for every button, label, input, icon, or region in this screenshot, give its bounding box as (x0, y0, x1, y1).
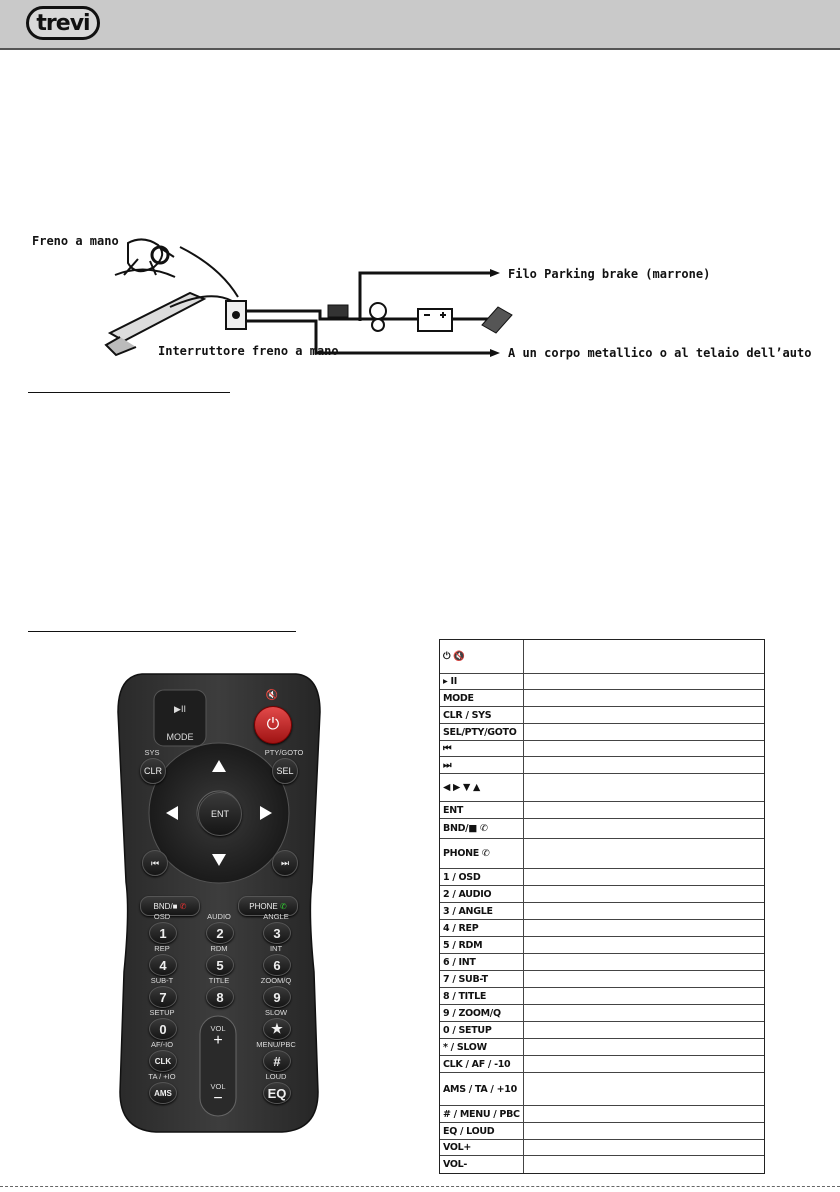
table-value-cell (524, 757, 764, 773)
button-function-table (439, 639, 765, 1174)
switch-label: Interruttore freno a mano (158, 344, 339, 358)
key-6-button[interactable]: 6 (263, 954, 291, 976)
key-3-button[interactable]: 3 (263, 922, 291, 944)
parking-brake-diagram (20, 225, 820, 375)
remote-control (112, 672, 326, 1134)
key-9-button[interactable]: 9 (263, 986, 291, 1008)
key-secondary-label: ZOOM/Q (260, 976, 292, 985)
table-key-cell: MODE (440, 690, 524, 706)
page-bottom-rule (0, 1186, 840, 1187)
table-row (440, 741, 764, 757)
table-key-cell: 2 / AUDIO (440, 886, 524, 902)
table-value-cell (524, 640, 764, 673)
sel-button[interactable]: SEL (272, 758, 298, 784)
table-row (440, 903, 764, 920)
table-key-cell: ENT (440, 802, 524, 818)
key--button[interactable]: ★ (263, 1018, 291, 1040)
call-icon: ✆ (277, 901, 287, 911)
table-value-cell (524, 937, 764, 953)
table-value-cell (524, 1140, 764, 1155)
key-secondary-label: TITLE (208, 976, 230, 985)
table-value-cell (524, 869, 764, 885)
phone-label: PHONE (249, 901, 278, 911)
table-row (440, 937, 764, 954)
table-key-cell: CLR / SYS (440, 707, 524, 723)
table-row (440, 1140, 764, 1156)
key-1-button[interactable]: 1 (149, 922, 177, 944)
key-secondary-label: LOUD (265, 1072, 287, 1081)
key-4-button[interactable]: 4 (149, 954, 177, 976)
table-row (440, 707, 764, 724)
table-value-cell (524, 1106, 764, 1122)
table-key-cell: ⏮ (440, 741, 524, 756)
table-row (440, 640, 764, 674)
table-value-cell (524, 802, 764, 818)
key-5-button[interactable]: 5 (206, 954, 234, 976)
key-eq-button[interactable]: EQ (263, 1082, 291, 1104)
key-secondary-label: REP (154, 944, 170, 953)
table-key-cell: 0 / SETUP (440, 1022, 524, 1038)
key-secondary-label: SUB-T (150, 976, 174, 985)
left-button[interactable] (160, 798, 182, 828)
key-0-button[interactable]: 0 (149, 1018, 177, 1040)
table-key-cell: 1 / OSD (440, 869, 524, 885)
key-2-button[interactable]: 2 (206, 922, 234, 944)
section-rule-1 (28, 392, 230, 393)
table-value-cell (524, 690, 764, 706)
key-secondary-label: RDM (210, 944, 228, 953)
up-button[interactable] (204, 756, 234, 778)
table-row (440, 674, 764, 690)
down-button[interactable] (204, 848, 234, 870)
table-row (440, 869, 764, 886)
table-row (440, 1156, 764, 1173)
play-pause-label: ▶II (174, 704, 186, 714)
table-value-cell (524, 1073, 764, 1105)
key-7-button[interactable]: 7 (149, 986, 177, 1008)
table-key-cell: 9 / ZOOM/Q (440, 1005, 524, 1021)
handbrake-label: Freno a mano (32, 234, 119, 248)
key-ams-button[interactable]: AMS (149, 1082, 177, 1104)
key-secondary-label: INT (269, 944, 283, 953)
key-secondary-label: AUDIO (207, 912, 231, 921)
table-value-cell (524, 903, 764, 919)
table-row (440, 988, 764, 1005)
key-secondary-label: AF/-IO (150, 1040, 174, 1049)
table-row (440, 1022, 764, 1039)
table-row (440, 1039, 764, 1056)
table-value-cell (524, 674, 764, 689)
play-mode-button[interactable] (154, 690, 206, 746)
vol-plus-sign: + (213, 1032, 223, 1049)
table-row (440, 1123, 764, 1140)
next-icon: ⏭ (280, 857, 290, 868)
table-row (440, 690, 764, 707)
key-secondary-label: TA / +IO (148, 1072, 176, 1081)
table-row (440, 1056, 764, 1073)
bnd-label: BND/■ (153, 901, 178, 911)
key-clk-button[interactable]: CLK (149, 1050, 177, 1072)
table-row (440, 757, 764, 774)
vol-down-button[interactable] (200, 1066, 236, 1116)
table-row (440, 819, 764, 839)
key-secondary-label: SLOW (264, 1008, 288, 1017)
table-row (440, 1106, 764, 1123)
key-secondary-label: OSD (153, 912, 171, 921)
table-row (440, 920, 764, 937)
table-row (440, 971, 764, 988)
table-value-cell (524, 819, 764, 838)
prev-icon: ⏮ (150, 857, 160, 868)
table-key-cell: 5 / RDM (440, 937, 524, 953)
vol-up-button[interactable] (200, 1016, 236, 1066)
table-value-cell (524, 839, 764, 868)
table-key-cell: ⏻ 🔇 (440, 640, 524, 673)
table-key-cell: # / MENU / PBC (440, 1106, 524, 1122)
table-key-cell: VOL+ (440, 1140, 524, 1155)
table-row (440, 839, 764, 869)
table-value-cell (524, 886, 764, 902)
table-key-cell: ◀ ▶ ▼ ▲ (440, 774, 524, 801)
table-row (440, 802, 764, 819)
key-secondary-label: SETUP (149, 1008, 175, 1017)
table-value-cell (524, 1039, 764, 1055)
table-row (440, 774, 764, 802)
hangup-icon: ✆ (177, 901, 187, 911)
power-icon: ⏻ (266, 716, 280, 733)
key-secondary-label: MENU/PBC (256, 1040, 296, 1049)
table-key-cell: VOL- (440, 1156, 524, 1173)
table-value-cell (524, 1022, 764, 1038)
power-button[interactable] (254, 706, 292, 744)
table-row (440, 1073, 764, 1106)
table-key-cell: AMS / TA / +10 (440, 1073, 524, 1105)
table-value-cell (524, 1156, 764, 1173)
table-value-cell (524, 971, 764, 987)
mode-label: MODE (166, 732, 194, 742)
table-key-cell: 8 / TITLE (440, 988, 524, 1004)
trevi-logo: trevi (26, 6, 100, 40)
ground-label: A un corpo metallico o al telaio dell’auto (508, 346, 812, 360)
table-row (440, 724, 764, 741)
table-key-cell: * / SLOW (440, 1039, 524, 1055)
wire-label: Filo Parking brake (marrone) (508, 267, 711, 281)
table-value-cell (524, 1005, 764, 1021)
table-value-cell (524, 954, 764, 970)
clr-button[interactable]: CLR (140, 758, 166, 784)
table-value-cell (524, 774, 764, 801)
table-row (440, 954, 764, 971)
section-rule-2 (28, 631, 296, 632)
key-8-button[interactable]: 8 (206, 986, 234, 1008)
table-key-cell: BND/■ ✆ (440, 819, 524, 838)
key--button[interactable]: # (263, 1050, 291, 1072)
table-value-cell (524, 724, 764, 740)
table-row (440, 1005, 764, 1022)
sys-label: SYS (144, 748, 160, 757)
vol-minus-sign: − (213, 1090, 223, 1107)
mute-icon: 🔇 (265, 690, 279, 701)
vol-plus-label: VOL (210, 1024, 226, 1033)
table-value-cell (524, 1123, 764, 1139)
table-value-cell (524, 1056, 764, 1072)
table-key-cell: ⏭ (440, 757, 524, 773)
table-row (440, 886, 764, 903)
vol-minus-label: VOL (210, 1082, 226, 1091)
table-key-cell: ▸ II (440, 674, 524, 689)
table-key-cell: PHONE ✆ (440, 839, 524, 868)
table-value-cell (524, 988, 764, 1004)
table-key-cell: 3 / ANGLE (440, 903, 524, 919)
ent-button[interactable]: ENT (198, 792, 242, 836)
table-value-cell (524, 707, 764, 723)
table-key-cell: 4 / REP (440, 920, 524, 936)
table-key-cell: SEL/PTY/GOTO (440, 724, 524, 740)
table-key-cell: EQ / LOUD (440, 1123, 524, 1139)
table-key-cell: CLK / AF / -10 (440, 1056, 524, 1072)
table-key-cell: 7 / SUB-T (440, 971, 524, 987)
key-secondary-label: ANGLE (263, 912, 289, 921)
table-value-cell (524, 741, 764, 756)
pty-label: PTY/GOTO (264, 748, 304, 757)
table-key-cell: 6 / INT (440, 954, 524, 970)
table-value-cell (524, 920, 764, 936)
next-button[interactable] (272, 850, 298, 876)
prev-button[interactable] (142, 850, 168, 876)
right-button[interactable] (256, 798, 278, 828)
page-header (0, 0, 840, 50)
